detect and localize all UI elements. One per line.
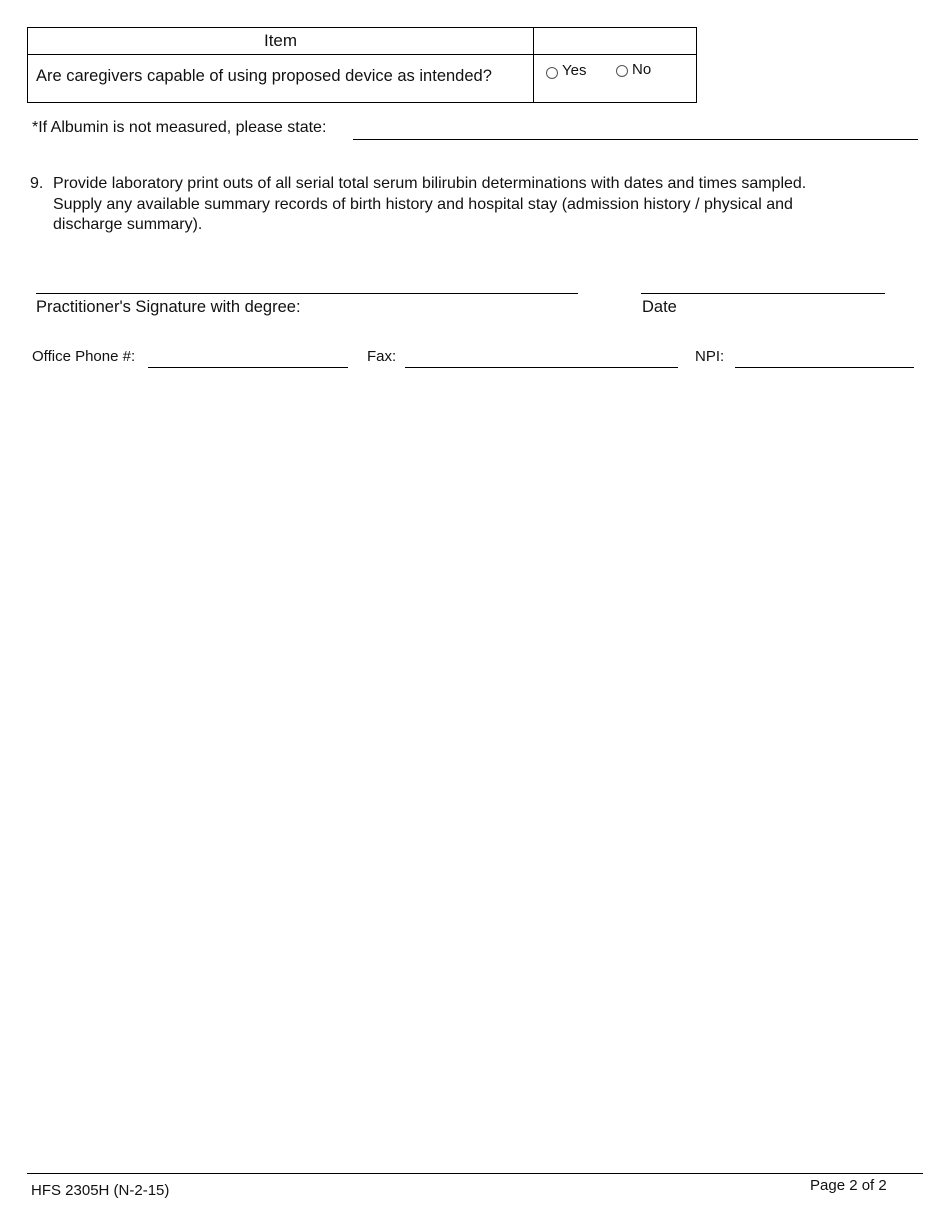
caregiver-item-table — [27, 27, 697, 103]
signature-line[interactable] — [36, 293, 578, 294]
date-line[interactable] — [641, 293, 885, 294]
table-row-divider — [28, 54, 696, 55]
item-9-number: 9. — [30, 175, 44, 192]
fax-label: Fax: — [367, 348, 397, 365]
item-9-line-1: Provide laboratory print outs of all serial total serum bilirubin determinations with dates and times sampled. — [53, 175, 807, 192]
no-option-label: No — [632, 61, 652, 78]
form-identifier: HFS 2305H (N-2-15) — [31, 1182, 170, 1199]
date-label: Date — [642, 298, 677, 316]
npi-line[interactable] — [735, 367, 914, 368]
office-phone-line[interactable] — [148, 367, 348, 368]
office-phone-label: Office Phone #: — [32, 348, 136, 365]
item-9-line-3: discharge summary). — [53, 216, 203, 233]
caregiver-question: Are caregivers capable of using proposed device as intended? — [36, 67, 492, 85]
item-9-line-2: Supply any available summary records of birth history and hospital stay (admission history / physical and — [53, 195, 793, 213]
fax-line[interactable] — [405, 367, 678, 368]
npi-label: NPI: — [695, 348, 725, 365]
page-number: Page 2 of 2 — [810, 1177, 887, 1194]
signature-label: Practitioner's Signature with degree: — [36, 298, 301, 316]
yes-radio-button[interactable] — [546, 67, 558, 79]
footer-divider — [27, 1173, 923, 1174]
albumin-input-line[interactable] — [353, 139, 918, 140]
no-radio-button[interactable] — [616, 65, 628, 77]
yes-option-label: Yes — [562, 62, 587, 79]
table-header-item: Item — [263, 31, 298, 50]
albumin-label: *If Albumin is not measured, please state: — [32, 119, 327, 136]
table-column-divider — [533, 28, 534, 102]
